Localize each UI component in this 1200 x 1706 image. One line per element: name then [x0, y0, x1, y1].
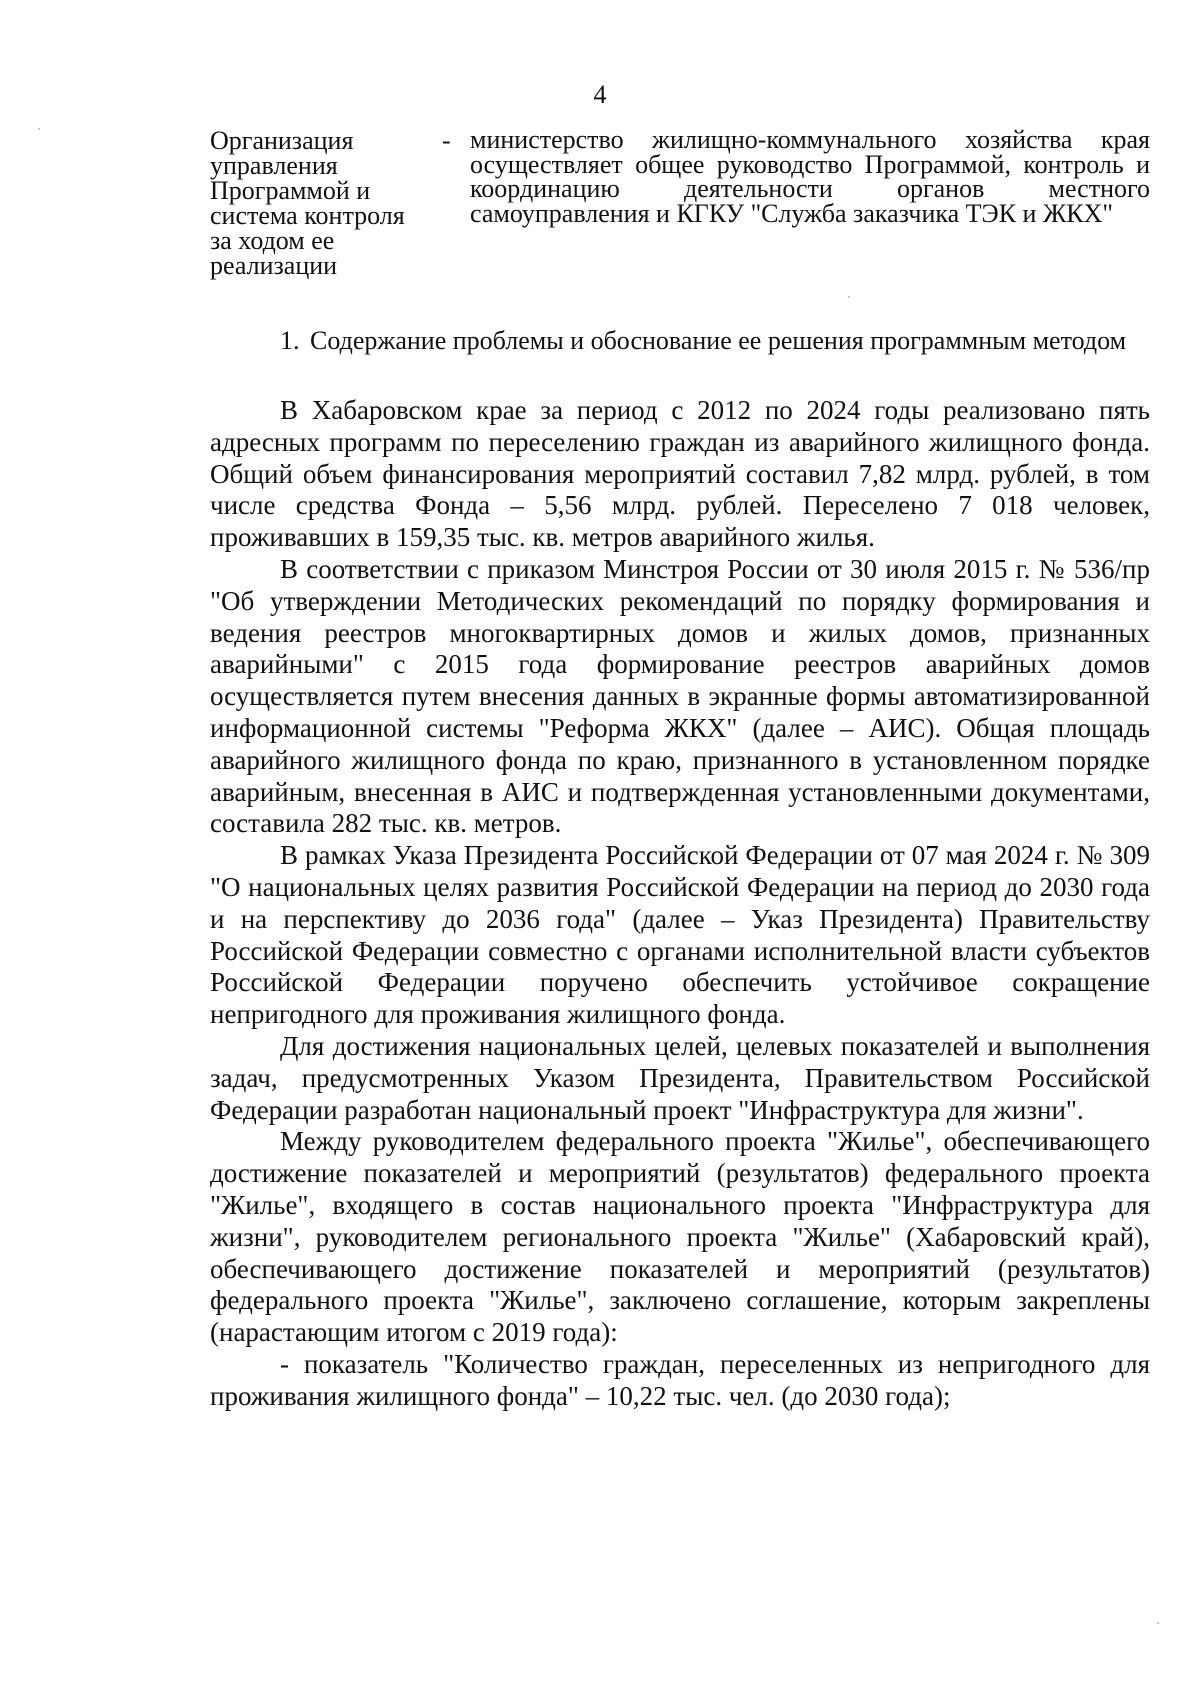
section-title: Содержание проблемы и обоснование ее решения программным методом: [310, 326, 1127, 355]
body-text: [210, 395, 1150, 1413]
section-heading: [280, 328, 1150, 353]
paragraph: Для достижения национальных целей, целевых показателей и выполнения задач, предусмотренных Указом Президента, Правительством Российской Федерации разработан национальный проект "Инфраструктура для жизни".: [210, 1030, 1150, 1125]
scan-speck: [38, 128, 40, 130]
paragraph: В Хабаровском крае за период с 2012 по 2024 годы реализовано пять адресных программ по переселению граждан из аварийного жилищного фонда. Общий объем финансирования мероприятий составил 7,82 млрд. рублей, в том числе средства Фонда – 5,56 млрд. рублей. Переселено 7 018 человек, проживавших в 159,35 тыс. кв. метров аварийного жилья.: [210, 395, 1150, 553]
passport-row: [210, 125, 1150, 280]
passport-value: министерство жилищно-коммунального хозяйства края осуществляет общее руководство Программой, контроль и координацию деятельности органов местного самоуправления и КГКУ "Служба заказчика ТЭК и ЖКХ": [470, 125, 1150, 228]
scan-speck: [1157, 1622, 1159, 1624]
paragraph: Между руководителем федерального проекта "Жилье", обеспечивающего достижение показателей и мероприятий (результатов) федерального проекта "Жилье", входящего в состав национального проекта "Инфраструктура для жизни", руководителем регионального проекта "Жилье" (Хабаровский край), обеспечивающего достижение показателей и мероприятий (результатов) федерального проекта "Жилье", заключено соглашение, которым закреплены (нарастающим итогом с 2019 года):: [210, 1126, 1150, 1348]
bullet-paragraph: - показатель "Количество граждан, переселенных из непригодного для проживания жилищного фонда" – 10,22 тыс. чел. (до 2030 года);: [210, 1348, 1150, 1411]
paragraph: В соответствии с приказом Минстроя России от 30 июля 2015 г. № 536/пр "Об утверждении Методических рекомендаций по порядку формирования и ведения реестров многоквартирных домов и жилых домов, признанных аварийными" с 2015 года формирование реестров аварийных домов осуществляется путем внесения данных в экранные формы автоматизированной информационной системы "Реформа ЖКХ" (далее – АИС). Общая площадь аварийного жилищного фонда по краю, признанного в установленном порядке аварийным, внесенная в АИС и подтвержденная установленными документами, составила 282 тыс. кв. метров.: [210, 553, 1150, 839]
scan-speck: [848, 296, 850, 298]
page-number: 4: [593, 80, 607, 109]
passport-dash: -: [442, 126, 451, 155]
passport-label: Организация управления Программой и система контроля за ходом ее реализации: [210, 126, 405, 280]
paragraph: В рамках Указа Президента Российской Федерации от 07 мая 2024 г. № 309 "О национальных целях развития Российской Федерации на период до 2030 года и на перспективу до 2036 года" (далее – Указ Президента) Правительству Российской Федерации совместно с органами исполнительной власти субъектов Российской Федерации поручено обеспечить устойчивое сокращение непригодного для проживания жилищного фонда.: [210, 840, 1150, 1030]
section-number: 1.: [280, 326, 300, 355]
